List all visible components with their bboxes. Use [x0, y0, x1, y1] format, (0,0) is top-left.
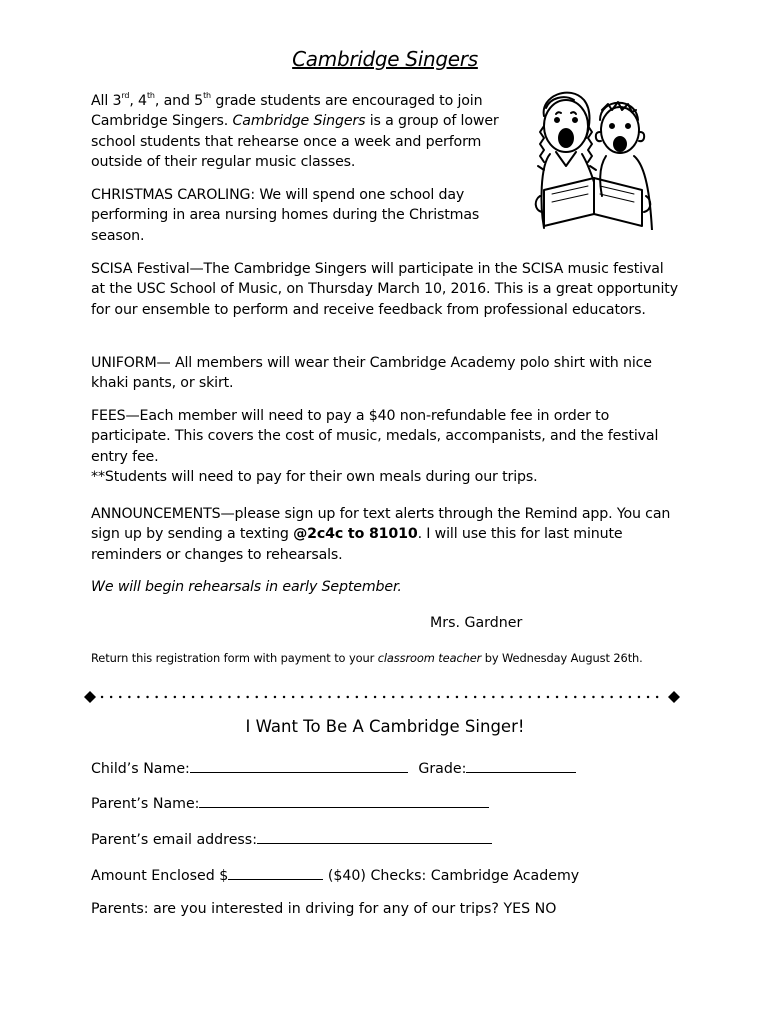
- parent-name-field[interactable]: [199, 793, 489, 808]
- intro-paragraph: All 3rd, 4th, and 5th grade students are encouraged to join Cambridge Singers. Cambridge Singers is a group of lower school students that rehearse once a week and perform outside of their regular music classes.: [91, 91, 499, 170]
- return-note: Return this registration form with payment to your classroom teacher by Wednesday August 26th.: [91, 651, 643, 665]
- child-name-label: Child’s Name:: [91, 761, 190, 777]
- parent-name-label: Parent’s Name:: [91, 796, 200, 812]
- driving-question: Parents: are you interested in driving for any of our trips? YES NO: [91, 901, 557, 917]
- announcements-paragraph: ANNOUNCEMENTS—please sign up for text alerts through the Remind app. You can sign up by sending a texting @2c4c to 81010. I will use this for last minute reminders or changes to rehearsals.: [91, 506, 671, 563]
- festival-paragraph: SCISA Festival—The Cambridge Singers will participate in the SCISA music festival at the USC School of Music, on Thursday March 10, 2016. This is a great opportunity for our ensemble to perform and receive feedback from professional educators.: [91, 261, 678, 318]
- signature: Mrs. Gardner: [430, 615, 523, 631]
- parent-email-field[interactable]: [257, 829, 492, 844]
- amount-label: Amount Enclosed $: [91, 868, 229, 884]
- child-name-field[interactable]: [190, 758, 408, 773]
- rehearsal-start-note: We will begin rehearsals in early September.: [91, 579, 402, 595]
- uniform-paragraph: UNIFORM— All members will wear their Cambridge Academy polo shirt with nice khaki pants, or skirt.: [91, 355, 652, 392]
- meals-note: **Students will need to pay for their own meals during our trips.: [91, 468, 538, 485]
- grade-label: Grade:: [418, 761, 467, 777]
- fees-paragraph: FEES—Each member will need to pay a $40 non-refundable fee in order to participate. This covers the cost of music, medals, accompanists, and the festival entry fee. **Students will need to pay for their own meals during our trips.: [91, 406, 681, 487]
- amount-row: [91, 865, 579, 884]
- amount-field[interactable]: [228, 865, 323, 880]
- singing-children-illustration: [530, 86, 658, 230]
- amount-note: ($40) Checks: Cambridge Academy: [323, 868, 580, 884]
- form-title: I Want To Be A Cambridge Singer!: [245, 717, 525, 736]
- grade-field[interactable]: [466, 758, 576, 773]
- parent-name-row: [91, 793, 489, 812]
- caroling-paragraph: CHRISTMAS CAROLING: We will spend one school day performing in area nursing homes during the Christmas season.: [91, 187, 480, 244]
- parent-email-row: [91, 829, 492, 848]
- child-name-row: [91, 758, 576, 777]
- page-title: Cambridge Singers: [292, 47, 478, 71]
- parent-email-label: Parent’s email address:: [91, 832, 257, 848]
- remind-code: @2c4c to 81010: [293, 526, 418, 543]
- cut-line-divider: [82, 690, 682, 704]
